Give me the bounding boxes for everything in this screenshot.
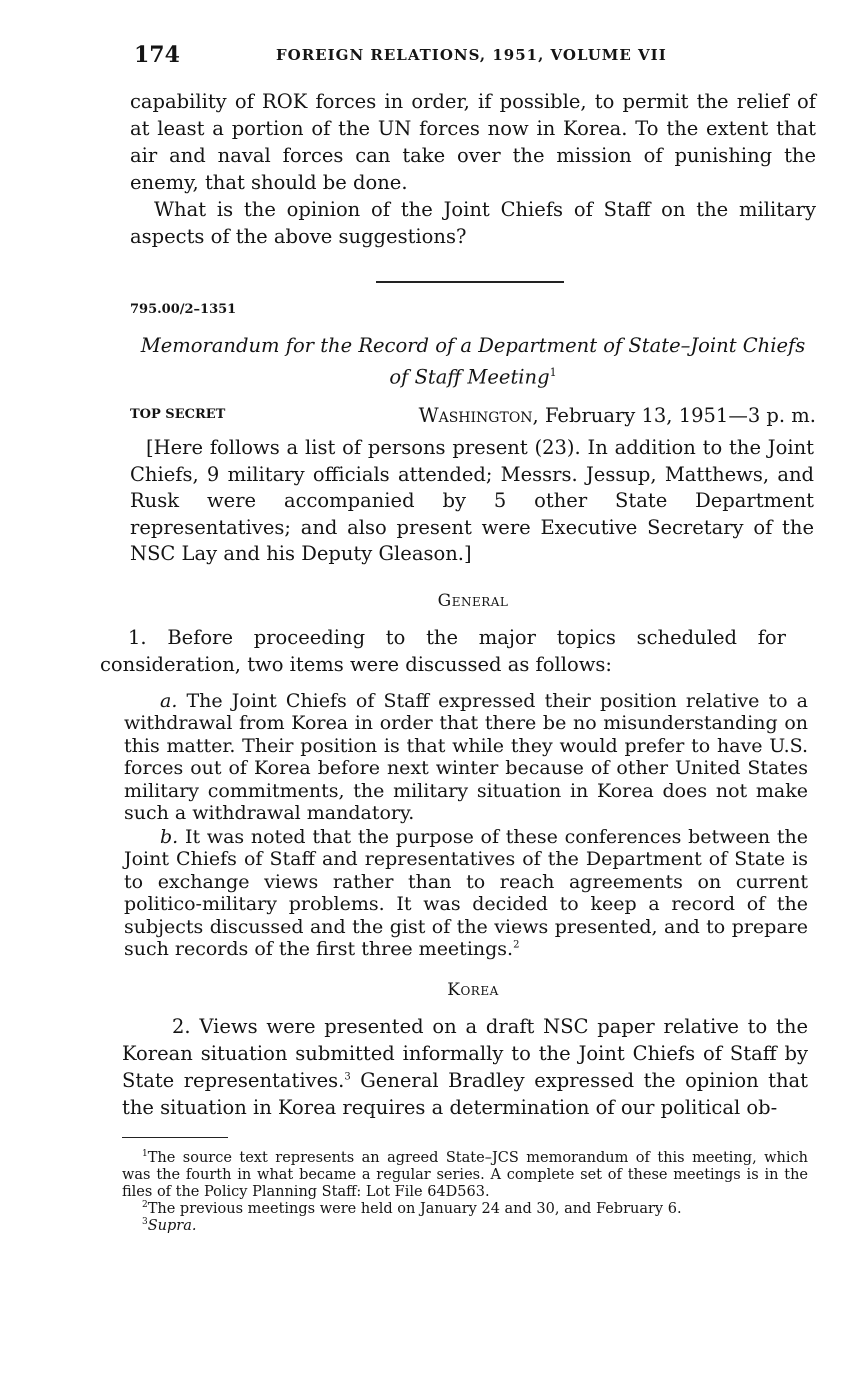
paragraph-2: [122, 1013, 808, 1121]
paragraph-1: 1. Before proceeding to the major topics scheduled for consideration, two items were discussed as follows:: [100, 626, 786, 676]
footnote-2: [122, 1201, 808, 1218]
item-a: [124, 690, 808, 824]
item-a-text: The Joint Chiefs of Staff expressed their position relative to a withdrawal from Korea in order that there be no misunderstanding on this matter. Their position is that while they would prefer to have U.S. forces out of Korea before next winter because of other United States military commitments, the military situation in Korea does not make such a withdrawal mandatory.: [124, 690, 808, 825]
page-number: 174: [134, 42, 180, 68]
item-b-text: It was noted that the purpose of these conferences between the Joint Chiefs of Staff and representatives of the Department of State is to exchange views rather than to reach agreements on current politico-military problems. It was decided to keep a record of the subjects discussed and the gist of the views presented, and to prepare such records of the first three meetings.: [124, 826, 808, 961]
continued-paragraph: capability of ROK forces in order, if possible, to permit the relief of at least a portion of the UN forces now in Korea. To the extent that air and naval forces can take over the mission of punishing the enemy, that should be done.: [130, 90, 816, 194]
paragraph-2-start: 2. Views were presented on a draft NSC paper relative to the Korean situation submitted informally to the Joint Chiefs of Staff by State representatives.: [122, 1015, 808, 1092]
footnote-text: The source text represents an agreed State–JCS memorandum of this meeting, which was the fourth in what became a regular series. A complete set of these meetings is in the files of the Policy Planning Staff: Lot File 64D563.: [122, 1150, 808, 1200]
footnote-text: Supra.: [147, 1218, 197, 1234]
paragraph-2-end: General Bradley expressed the opinion that the situation in Korea requires a determination of our political ob-: [122, 1069, 808, 1119]
classification-label: TOP SECRET: [130, 407, 226, 422]
dateline-date: February 13, 1951—3 p. m.: [544, 404, 816, 427]
classification-line: [130, 404, 816, 430]
item-b-label: b.: [160, 826, 179, 848]
question-paragraph: What is the opinion of the Joint Chiefs of Staff on the military aspects of the above suggestions?: [130, 198, 816, 248]
footnote-3: [122, 1218, 808, 1235]
footnote-mark: 2: [142, 1200, 148, 1211]
item-b: [124, 826, 808, 960]
section-heading-general: General: [437, 591, 509, 611]
footnote-1: [122, 1150, 808, 1201]
footnote-text: The previous meetings were held on January 24 and 30, and February 6.: [147, 1201, 682, 1217]
dateline: [419, 404, 816, 427]
section-heading-korea: Korea: [447, 980, 499, 1000]
document-title: [130, 332, 816, 391]
footnote-mark: 3: [142, 1217, 148, 1228]
paragraph-2-footnote-mark: 3: [344, 1071, 351, 1083]
section-divider: [376, 281, 564, 283]
item-a-label: a.: [160, 690, 178, 712]
footnote-rule: [122, 1137, 228, 1138]
file-number: 795.00/2–1351: [130, 302, 237, 317]
attendees-note: [Here follows a list of persons present (23). In addition to the Joint Chiefs, 9 military officials attended; Messrs. Jessup, Matthews, and Rusk were accompanied by 5 other State Department representatives; and also present were Executive Secretary of the NSC Lay and his Deputy Gleason.]: [130, 436, 814, 565]
running-head: [134, 42, 814, 72]
dateline-place: Washington,: [418, 404, 539, 427]
footnotes: [122, 1150, 808, 1235]
item-b-footnote-mark: 2: [513, 939, 520, 951]
title-footnote-mark: 1: [549, 366, 557, 379]
running-title: FOREIGN RELATIONS, 1951, VOLUME VII: [276, 46, 667, 64]
document-title-text: Memorandum for the Record of a Department of State–Joint Chiefs of Staff Meeting: [140, 334, 806, 389]
footnote-mark: 1: [142, 1149, 148, 1160]
